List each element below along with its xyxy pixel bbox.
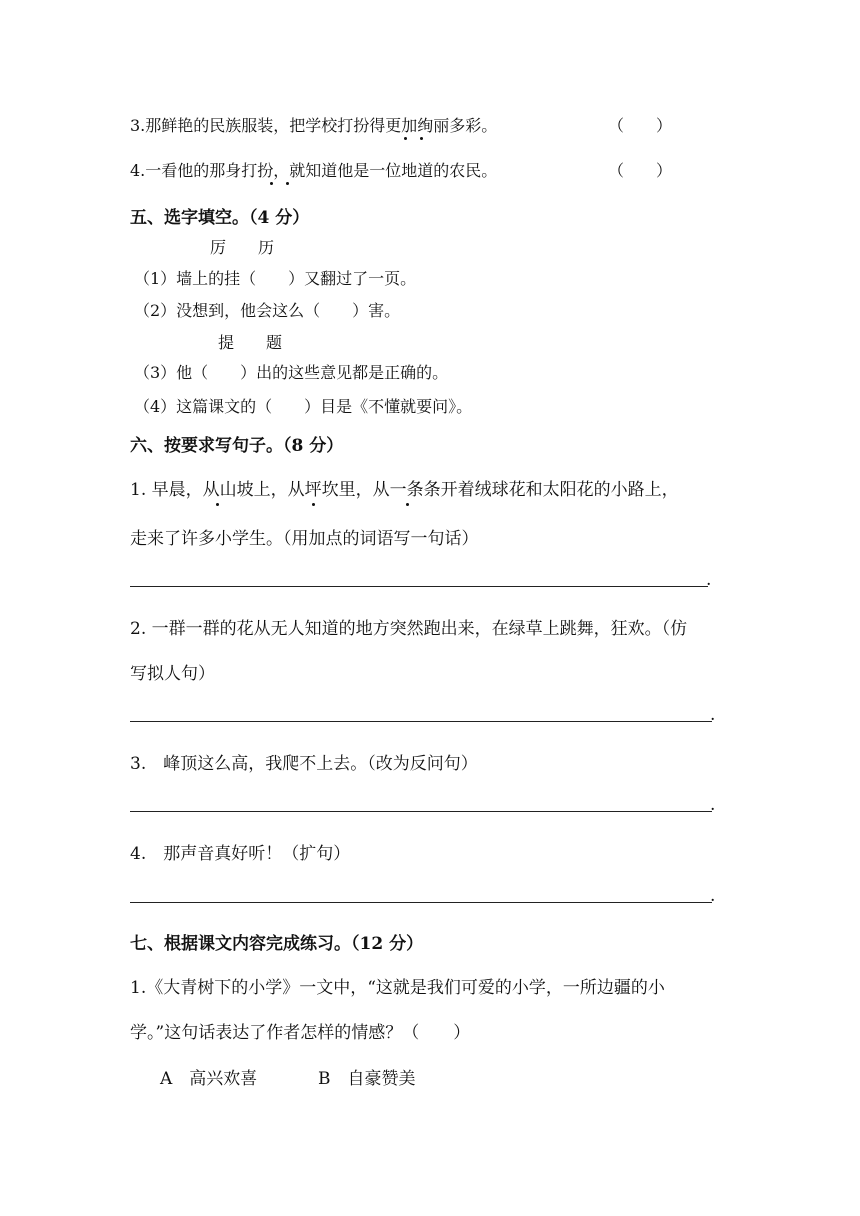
answer-line[interactable] <box>130 586 708 587</box>
question-6-1-line1: 1. 早晨，从山坡上，从坪坎里，从一条条开着绒球花和太阳花的小路上， <box>130 480 679 500</box>
emphasis-dot <box>312 503 315 506</box>
line-end-period: . <box>706 570 712 590</box>
question-6-4: 4. 那声音真好听！（扩句） <box>130 844 351 864</box>
question-4-3: 3.那鲜艳的民族服装，把学校打扮得更加绚丽多彩。 <box>130 116 498 135</box>
emphasis-dot <box>216 503 219 506</box>
char-pair-2: 提 题 <box>218 333 283 352</box>
emphasis-dot <box>420 137 423 140</box>
question-6-1-line2: 走来了许多小学生。（用加点的词语写一句话） <box>130 529 479 549</box>
answer-bracket[interactable]: （ ） <box>608 161 673 180</box>
answer-line[interactable] <box>130 721 712 722</box>
answer-bracket[interactable]: （ ） <box>608 116 673 135</box>
emphasis-dot <box>270 182 273 185</box>
question-6-3: 3. 峰顶这么高，我爬不上去。（改为反问句） <box>130 754 478 774</box>
section-5-heading: 五、选字填空。（4 分） <box>130 208 310 228</box>
section-7-heading: 七、根据课文内容完成练习。（12 分） <box>130 934 424 954</box>
question-5-3: （3）他（ ）出的这些意见都是正确的。 <box>134 363 449 382</box>
line-end-period: . <box>710 886 716 906</box>
question-5-1: （1）墙上的挂（ ）又翻过了一页。 <box>134 269 417 288</box>
question-6-2-line2: 写拟人句） <box>130 664 215 684</box>
question-7-1-line1: 1.《大青树下的小学》一文中，“这就是我们可爱的小学，一所边疆的小 <box>130 978 665 998</box>
question-6-2-line1: 2. 一群一群的花从无人知道的地方突然跑出来，在绿草上跳舞，狂欢。（仿 <box>130 619 688 639</box>
answer-line[interactable] <box>130 811 712 812</box>
question-5-2: （2）没想到，他会这么（ ）害。 <box>134 301 401 320</box>
line-end-period: . <box>710 795 716 815</box>
question-5-4: （4）这篇课文的（ ）目是《不懂就要问》。 <box>134 397 473 416</box>
emphasis-dot <box>286 182 289 185</box>
question-4-4: 4.一看他的那身打扮，就知道他是一位地道的农民。 <box>130 161 498 180</box>
option-b[interactable]: B 自豪赞美 <box>318 1069 416 1089</box>
emphasis-dot <box>406 503 409 506</box>
line-end-period: . <box>710 705 716 725</box>
answer-line[interactable] <box>130 902 712 903</box>
char-pair-1: 厉 历 <box>210 238 275 257</box>
section-6-heading: 六、按要求写句子。（8 分） <box>130 436 344 456</box>
emphasis-dot <box>404 137 407 140</box>
question-7-1-line2: 学。”这句话表达了作者怎样的情感？（ ） <box>130 1023 471 1043</box>
option-a[interactable]: A 高兴欢喜 <box>160 1069 258 1089</box>
